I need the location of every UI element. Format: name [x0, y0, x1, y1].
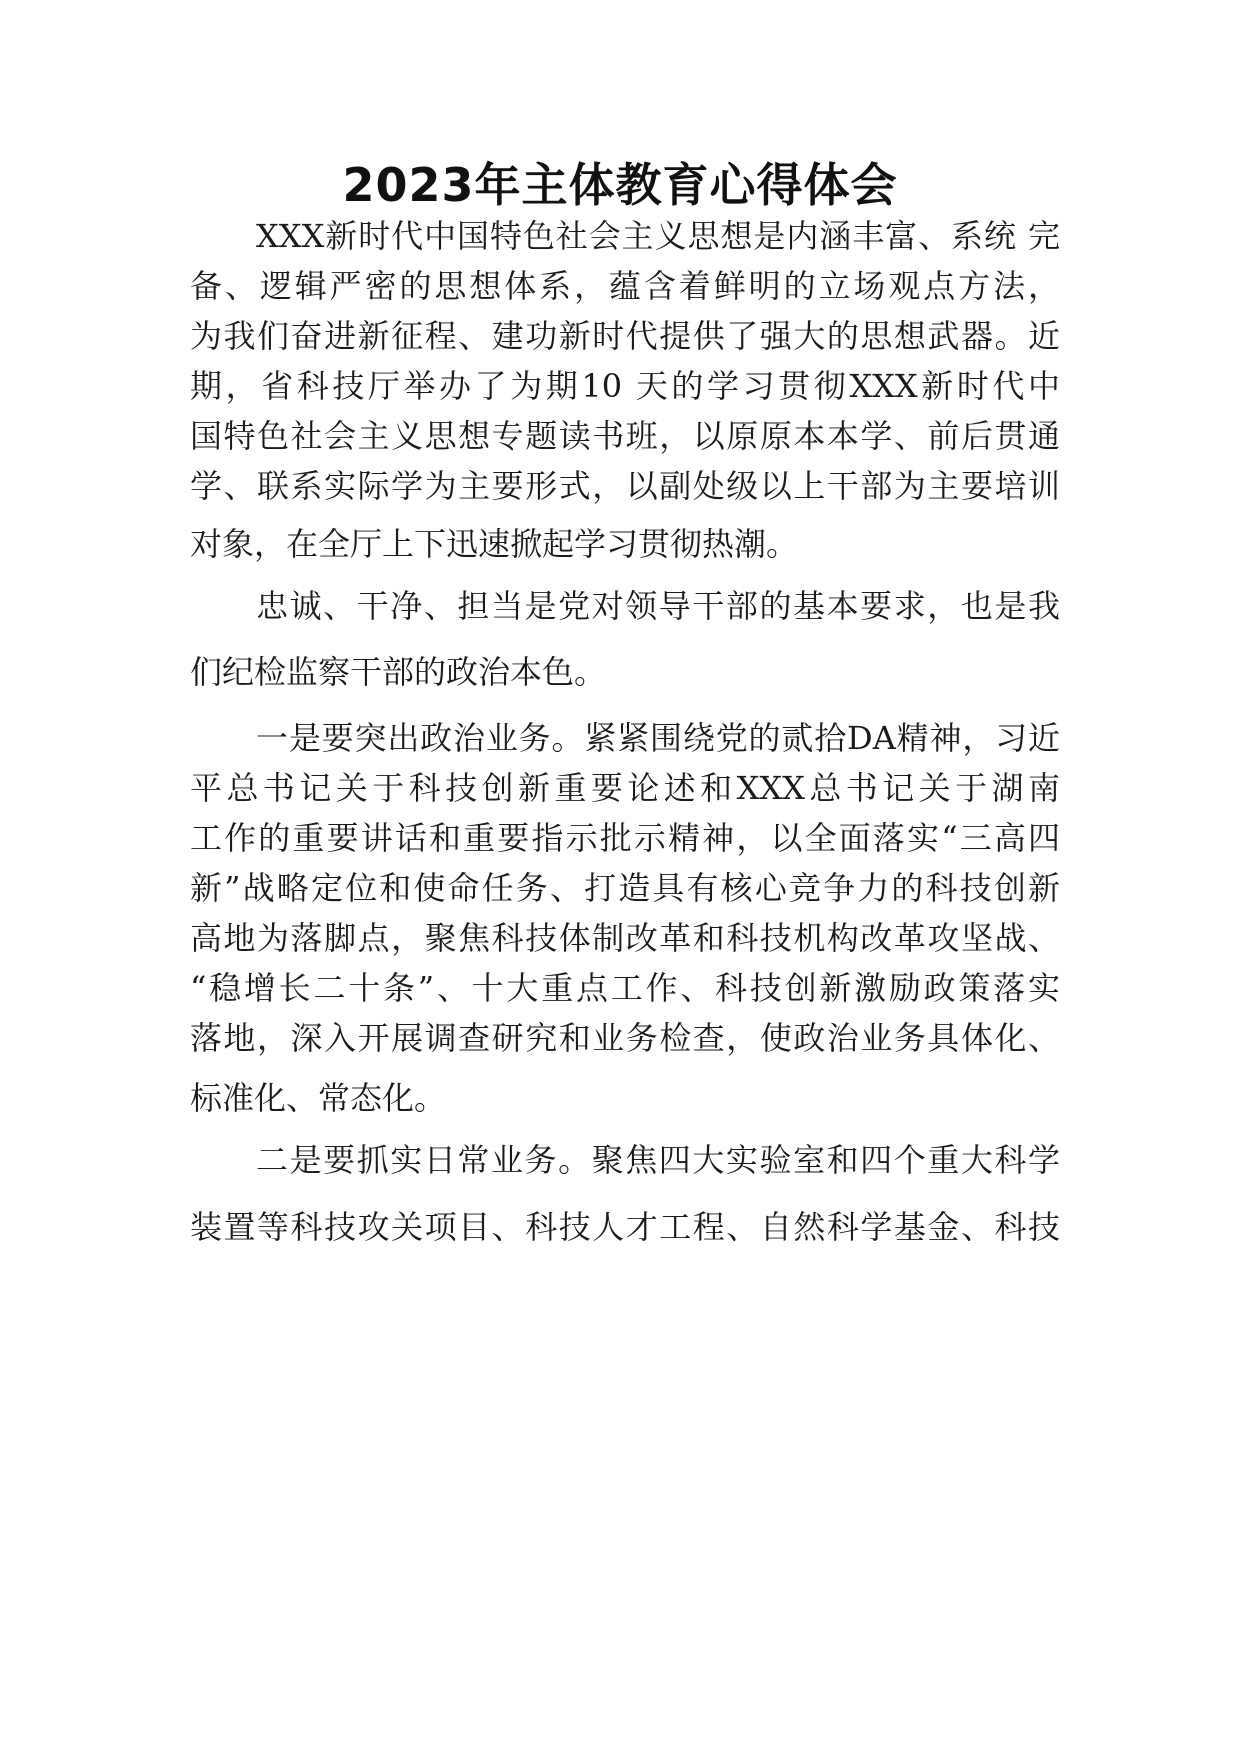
paragraph-1-line-3: 为我们奋进新征程、建功新时代提供了强大的思想武器。近 — [190, 317, 1060, 355]
paragraph-3-line-8: 标准化、常态化。 — [190, 1079, 447, 1117]
paragraph-3-line-4: 新”战略定位和使命任务、打造具有核心竞争力的科技创新 — [190, 869, 1060, 907]
paragraph-4-line-2: 装置等科技攻关项目、科技人才工程、自然科学基金、科技 — [190, 1208, 1060, 1246]
paragraph-1-line-4: 期，省科技厅举办了为期10 天的学习贯彻XXX新时代中 — [190, 367, 1060, 405]
paragraph-1-line-5: 国特色社会主义思想专题读书班，以原原本本学、前后贯通 — [190, 417, 1060, 455]
paragraph-2-line-1: 忠诚、干净、担当是党对领导干部的基本要求，也是我 — [256, 587, 1060, 625]
paragraph-3-line-1: 一是要突出政治业务。紧紧围绕党的贰拾DA精神，习近 — [256, 719, 1060, 757]
paragraph-3-line-5: 高地为落脚点，聚焦科技体制改革和科技机构改革攻坚战、 — [190, 919, 1060, 957]
paragraph-1-line-2: 备、逻辑严密的思想体系，蕴含着鲜明的立场观点方法， — [190, 267, 1060, 305]
paragraph-1-line-1: XXX新时代中国特色社会主义思想是内涵丰富、系统 完 — [256, 217, 1060, 255]
paragraph-2-line-2: 们纪检监察干部的政治本色。 — [190, 653, 607, 691]
document-title: 2023年主体教育心得体会 — [342, 158, 898, 212]
paragraph-3-line-6: “稳增长二十条”、十大重点工作、科技创新激励政策落实 — [190, 969, 1060, 1007]
paragraph-3-line-2: 平总书记关于科技创新重要论述和XXX总书记关于湖南 — [190, 769, 1060, 807]
paragraph-3-line-7: 落地，深入开展调查研究和业务检查，使政治业务具体化、 — [190, 1019, 1060, 1057]
paragraph-4-line-1: 二是要抓实日常业务。聚焦四大实验室和四个重大科学 — [256, 1141, 1060, 1179]
paragraph-3-line-3: 工作的重要讲话和重要指示批示精神，以全面落实“三高四 — [190, 819, 1060, 857]
paragraph-1-line-6: 学、联系实际学为主要形式，以副处级以上干部为主要培训 — [190, 467, 1060, 505]
paragraph-1-line-7: 对象，在全厅上下迅速掀起学习贯彻热潮。 — [190, 525, 799, 563]
